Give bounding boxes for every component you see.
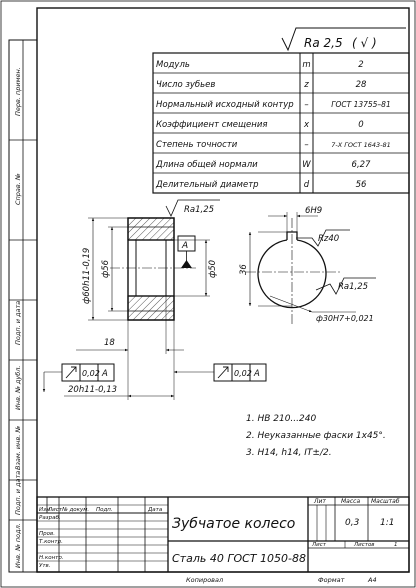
tolerance-left-value: 0,02 (82, 369, 100, 378)
tb-sheets-label: Листов (354, 542, 375, 548)
param-symbol-module: m (302, 60, 311, 70)
tb-mass-header: Масса (341, 498, 361, 505)
param-symbol-normal: W (302, 160, 311, 170)
side-label-sign-date-2: Подп. и дата (14, 470, 22, 515)
tolerance-left-datum: А (102, 369, 108, 379)
param-name-teeth: Число зубьев (156, 80, 216, 90)
note-hardness: 1. НВ 210...240 (246, 414, 317, 424)
tolerance-right-value: 0,02 (234, 369, 252, 378)
tb-header-date: Дата (148, 507, 163, 513)
roughness-main: Ra 2,5 (304, 36, 343, 50)
side-label-sign-date-1: Подп. и дата (14, 300, 22, 345)
dim-keyway-depth: 36 (239, 264, 249, 275)
param-value-pitch: 56 (355, 180, 367, 190)
tb-header-sheet: Лист (48, 507, 62, 513)
param-name-pitch: Делительный диаметр (156, 180, 259, 190)
sheet-footer (186, 576, 377, 584)
tb-sheet-label: Лист (312, 542, 326, 548)
tb-row-norm-control: Н.контр. (39, 555, 64, 561)
param-symbol-pitch: d (303, 180, 310, 190)
param-name-shift: Коэффициент смещения (156, 120, 268, 130)
side-label-repl-inv: Взам. инв. № (14, 425, 22, 470)
general-roughness (282, 28, 406, 50)
dim-bore-diameter: ф30Н7+0,021 (316, 314, 374, 323)
tb-header-doc: № докум. (62, 507, 90, 513)
roughness-keyway: Rz40 (318, 234, 340, 244)
tb-header-rev: Изм (39, 507, 51, 513)
dim-total-width: 20h11-0,13 (68, 385, 118, 395)
side-label-ref-no: Справ. № (14, 173, 22, 205)
tb-sheets-count: 1 (394, 542, 398, 548)
roughness-face: Ra1,25 (184, 205, 215, 215)
side-label-dup-inv: Инв. № дубл. (14, 365, 22, 410)
param-symbol-shift: x (303, 120, 310, 130)
footer-format: Формат (318, 576, 345, 584)
tb-lit-header: Лит (314, 498, 326, 505)
note-tolerances: 3. Н14, h14, IT±/2. (246, 448, 332, 458)
title-block (37, 497, 409, 572)
param-value-accuracy: 7-Х ГОСТ 1643-81 (331, 141, 391, 149)
param-name-module: Модуль (156, 60, 190, 70)
roughness-rest: ( √ ) (352, 36, 377, 50)
tb-row-tech-control: Т.контр. (39, 539, 63, 545)
tb-header-sign: Подп. (96, 507, 113, 513)
tolerance-frame-right (174, 364, 266, 381)
datum-a: А (182, 241, 189, 251)
tb-row-developer: Разраб. (39, 515, 61, 521)
dim-width-18: 18 (104, 338, 115, 348)
bore-end-view (239, 206, 376, 325)
dim-outer-diameter: ф60h11-0,19 (82, 247, 92, 304)
param-value-shift: 0 (358, 120, 364, 130)
tb-row-approved: Утв. (39, 563, 51, 569)
tb-mass-value: 0,3 (345, 518, 360, 528)
side-label-orig-inv: Инв. № подл. (14, 523, 22, 568)
part-name: Зубчатое колесо (172, 516, 296, 532)
dim-pitch-diameter: ф56 (101, 259, 111, 278)
param-symbol-contour: – (304, 100, 309, 110)
tb-scale-header: Масштаб (371, 498, 400, 505)
param-value-module: 2 (358, 60, 364, 70)
dim-keyway-width: 6Н9 (305, 206, 323, 216)
param-value-contour: ГОСТ 13755–81 (331, 100, 391, 109)
left-side-strip (9, 40, 37, 572)
param-name-contour: Нормальный исходный контур (156, 100, 294, 110)
note-chamfers: 2. Неуказанные фаски 1х45°. (246, 431, 386, 441)
footer-format-value: А4 (368, 576, 377, 584)
param-value-normal: 6,27 (351, 160, 371, 170)
param-name-normal: Длина общей нормали (156, 160, 258, 170)
gear-params-table (153, 53, 409, 193)
param-value-teeth: 28 (355, 80, 367, 90)
tb-scale-value: 1:1 (380, 518, 395, 528)
technical-notes (246, 414, 386, 458)
tolerance-right-datum: А (254, 369, 260, 379)
dim-bore-hub: ф50 (208, 259, 218, 278)
roughness-bore: Ra1,25 (338, 282, 369, 292)
footer-copied: Копировал (186, 576, 224, 584)
part-material: Сталь 40 ГОСТ 1050-88 (172, 552, 306, 565)
param-symbol-teeth: z (304, 80, 309, 90)
side-label-first-use: Перв. примен. (14, 67, 22, 116)
tb-row-checker: Пров. (39, 531, 55, 537)
param-symbol-accuracy: – (304, 140, 309, 150)
param-name-accuracy: Степень точности (156, 140, 238, 150)
